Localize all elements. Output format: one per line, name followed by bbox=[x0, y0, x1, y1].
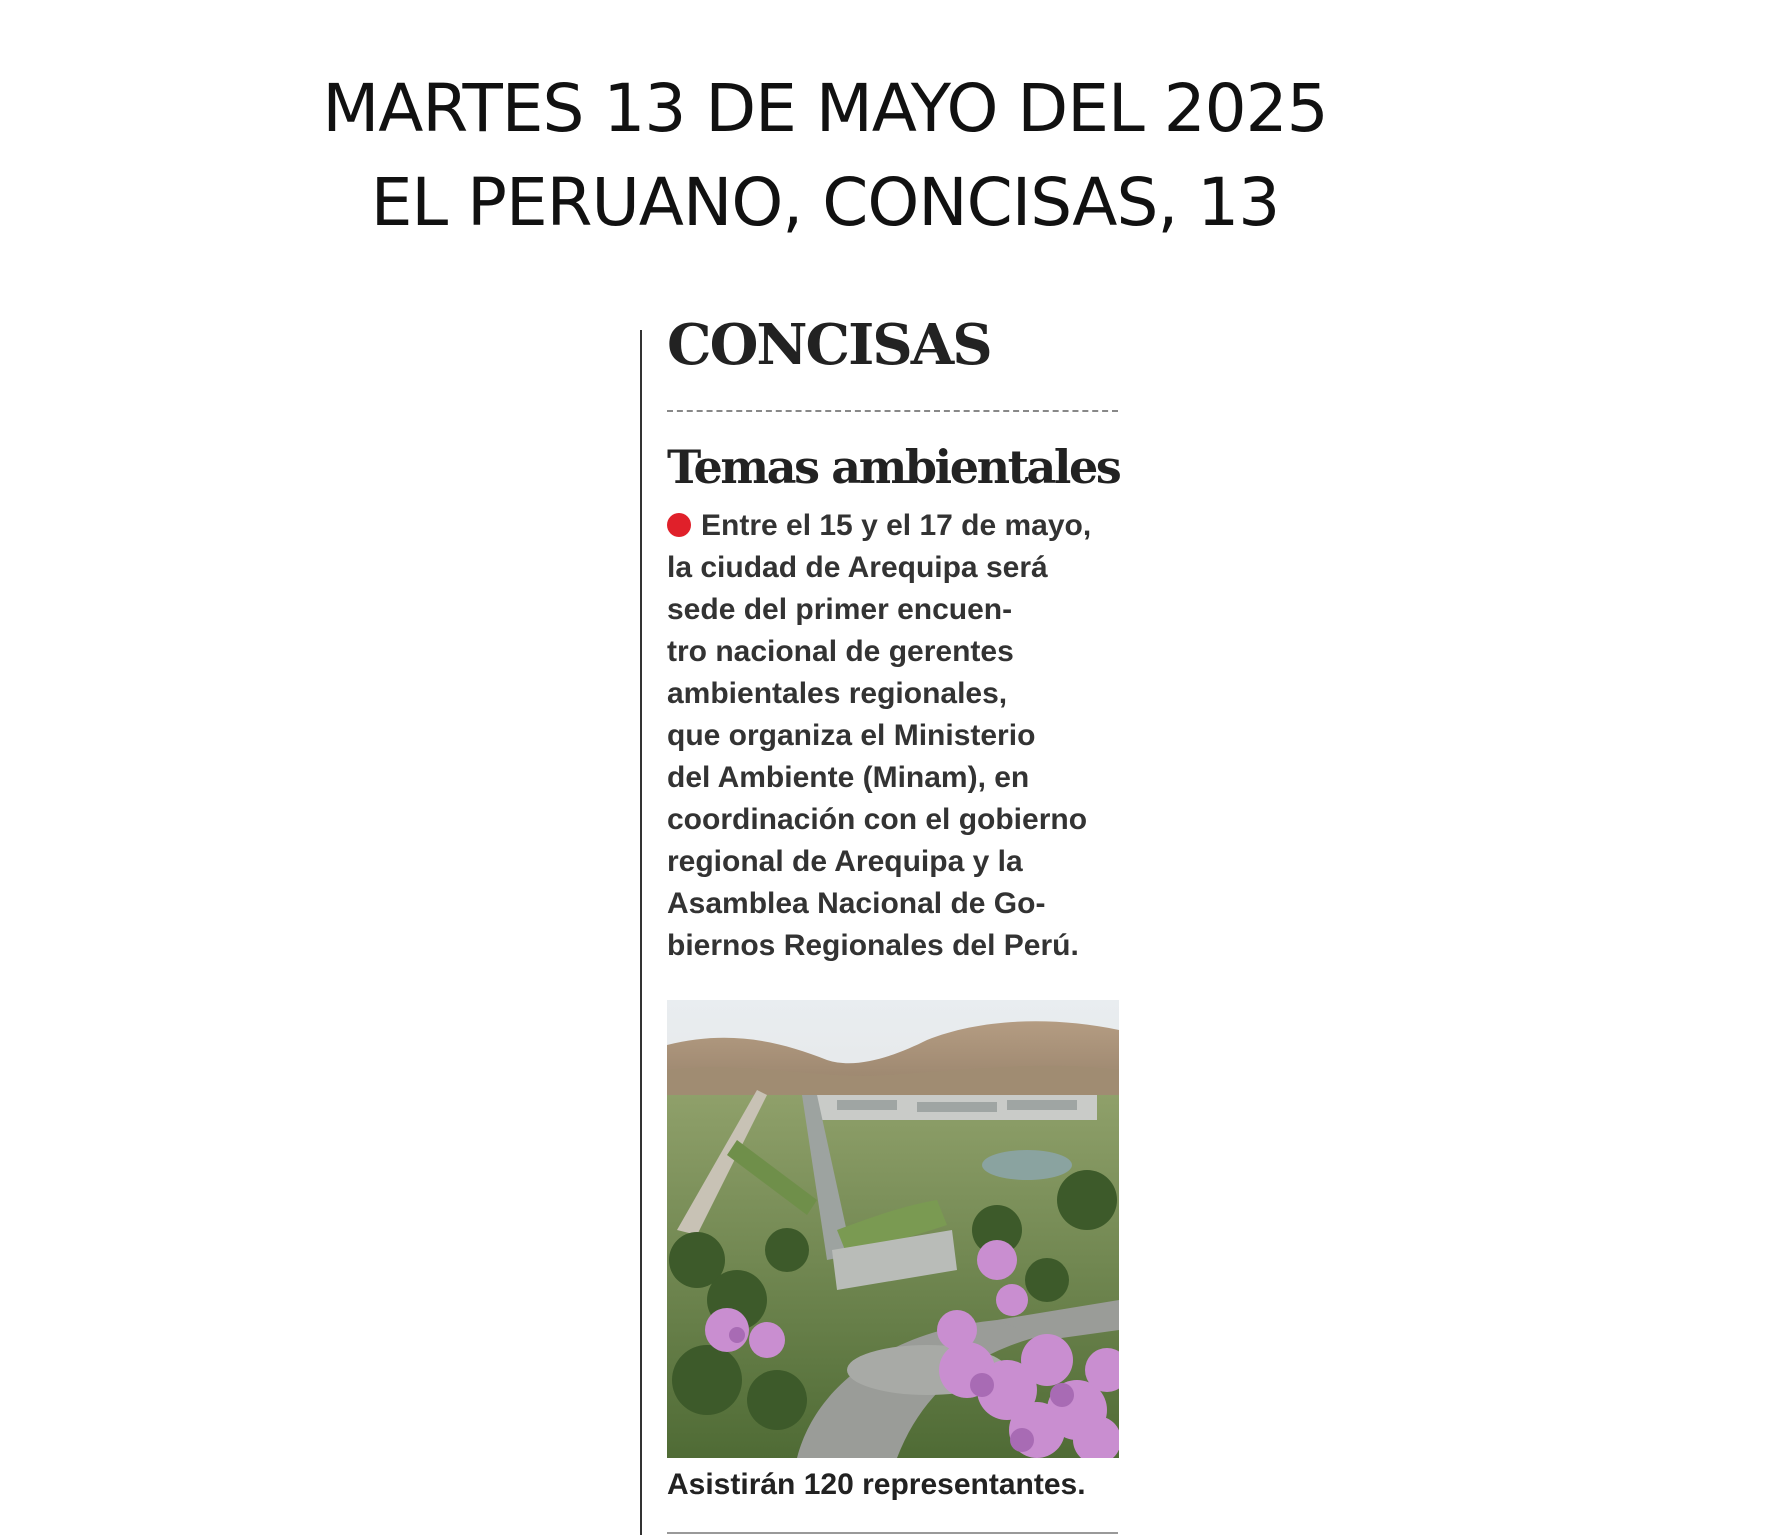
photo-caption: Asistirán 120 representantes. bbox=[667, 1468, 1086, 1501]
header-date: MARTES 13 DE MAYO DEL 2025 bbox=[322, 70, 1328, 147]
article-body bbox=[667, 505, 1137, 967]
column-divider bbox=[640, 330, 642, 1535]
bullet-icon bbox=[667, 513, 691, 537]
body-line: Entre el 15 y el 17 de mayo, bbox=[667, 505, 1137, 547]
clipping-header bbox=[0, 62, 1650, 250]
bottom-divider bbox=[667, 1532, 1118, 1534]
body-line: biernos Regionales del Perú. bbox=[667, 929, 1079, 962]
article-headline: Temas ambientales bbox=[667, 440, 1120, 494]
article-photo bbox=[667, 1000, 1119, 1458]
body-line: ambientales regionales, bbox=[667, 677, 1008, 710]
body-line: regional de Arequipa y la bbox=[667, 845, 1023, 878]
body-line: tro nacional de gerentes bbox=[667, 635, 1014, 668]
header-source: EL PERUANO, CONCISAS, 13 bbox=[370, 164, 1280, 241]
section-title: CONCISAS bbox=[667, 312, 991, 378]
body-line: la ciudad de Arequipa será bbox=[667, 551, 1048, 584]
body-line: sede del primer encuen- bbox=[667, 593, 1013, 626]
body-line: que organiza el Ministerio bbox=[667, 719, 1036, 752]
body-line: coordinación con el gobierno bbox=[667, 803, 1088, 836]
dashed-divider bbox=[667, 410, 1118, 412]
body-line: del Ambiente (Minam), en bbox=[667, 761, 1030, 794]
body-line: Asamblea Nacional de Go- bbox=[667, 887, 1046, 920]
